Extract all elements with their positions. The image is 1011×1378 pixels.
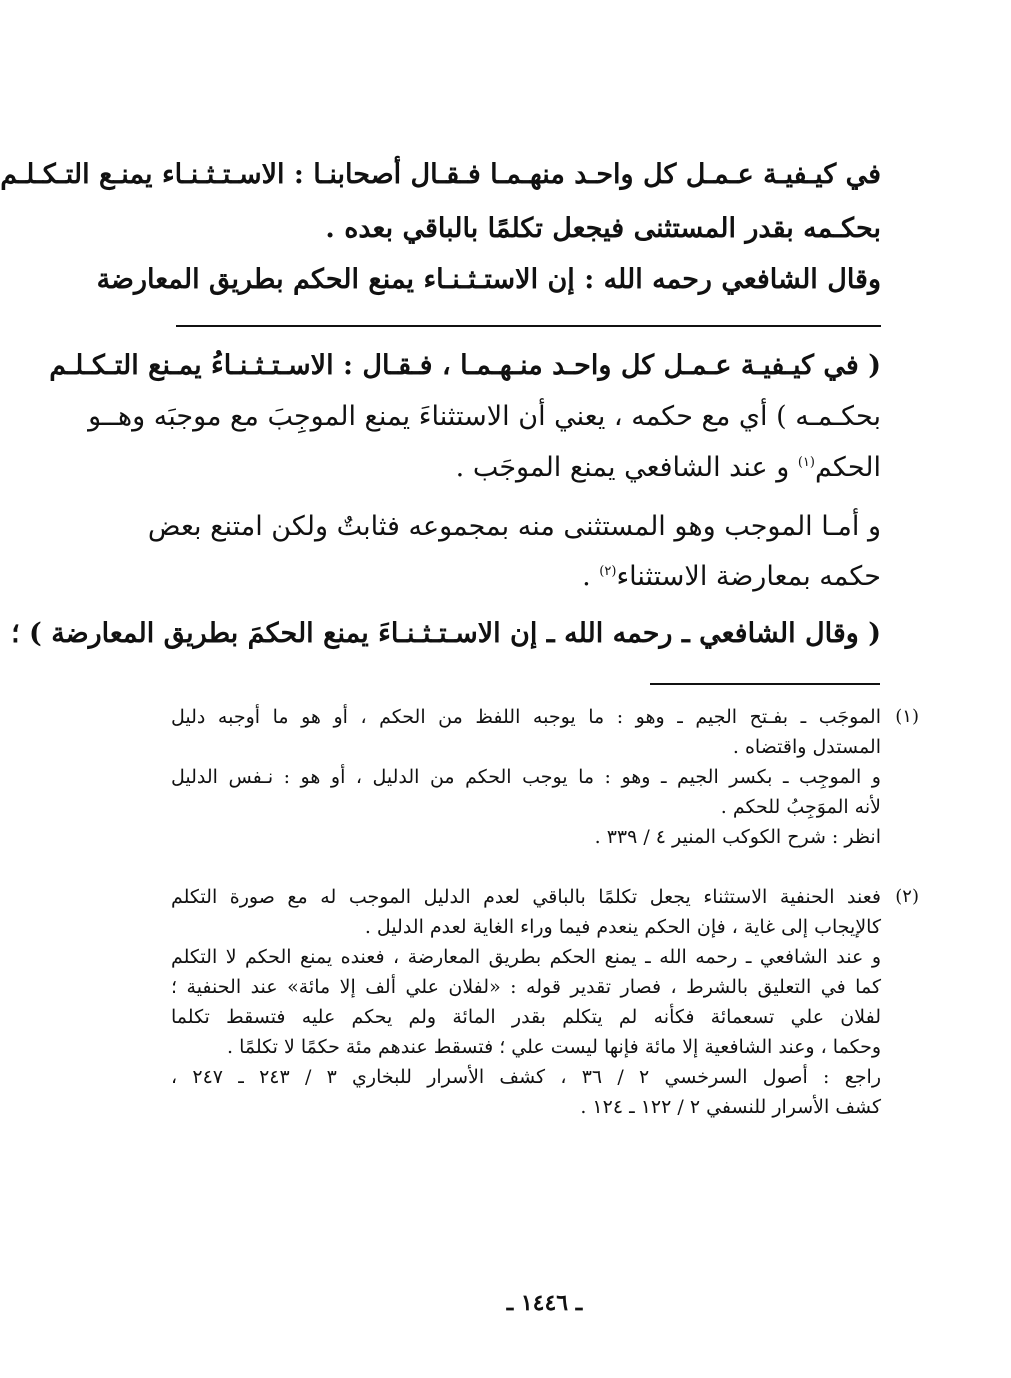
commentary-line-3-start: الحكم	[814, 452, 881, 483]
footnote-2-line-8: كشف الأسرار للنسفي ٢ / ١٢٢ ـ ١٢٤ .	[580, 1096, 881, 1118]
footnote-2-line-3: و عند الشافعي ـ رحمه الله ـ يمنع الحكم بطريق المعارضة ، فعنده يمنع الحكم لا التكلم	[171, 946, 881, 968]
commentary-line-1: ( في كيـفيـة عـمـل كل واحـد منـهـمـا ، فـقـال : الاسـتـثـنـاءُ يمـنع التـكـلـم	[49, 350, 881, 381]
matn-line-3: وقال الشافعي رحمه الله : إن الاستـثـنـاء يمنع الحكم بطريق المعارضة	[96, 264, 881, 295]
commentary-line-5-end: .	[582, 561, 600, 592]
matn-excerpt	[0, 148, 881, 256]
commentary-line-6: ( وقال الشافعي ـ رحمه الله ـ إن الاسـتـثـنـاءَ يمنع الحكمَ بطريق المعارضة ) ؛	[11, 618, 881, 649]
commentary-line-3	[171, 442, 881, 493]
footnote-2	[171, 882, 919, 1122]
commentary-line-5-start: حكمه بمعارضة الاستثناء	[616, 561, 881, 592]
commentary-line-4: و أمـا الموجب وهو المستثنى منه بمجموعه فثابتٌ ولكن امتنع بعض	[147, 511, 881, 542]
footnote-number-1: (١)	[895, 706, 919, 727]
footnote-1-line-5: انظر : شرح الكوكب المنير ٤ / ٣٣٩ .	[594, 826, 881, 848]
footnote-2-line-4: كما في التعليق بالشرط ، فصار تقدير قوله : «لفلان علي ألف إلا مائة» عند الحنفية ؛	[171, 976, 881, 998]
matn-line-2: بحكـمه بقدر المستثنى فيجعل تكلمًا بالباقي بعده .	[325, 213, 881, 244]
commentary-paragraph-1	[49, 340, 881, 493]
commentary-line-3-end: و عند الشافعي يمنع الموجَب .	[455, 452, 798, 483]
footnote-2-line-1: فعند الحنفية الاستثناء يجعل تكلمًا بالباقي لعدم الدليل الموجب له مع صورة التكلم	[171, 886, 881, 908]
matn-line-1: في كيـفيـة عـمـل كل واحـد منهـمـا فـقـال أصحابنـا : الاسـتـثـنـاء يمنـع التـكـلـم	[0, 159, 881, 190]
section-divider	[176, 325, 881, 327]
matn-excerpt-continuation	[96, 258, 881, 302]
footnote-1	[171, 702, 919, 852]
commentary-paragraph-2	[147, 502, 881, 602]
footnote-2-line-6: وحكما ، وعند الشافعية إلا مائة فإنها ليست علي ؛ فتسقط عندهم مئة حكمًا لا تكلمًا .	[227, 1036, 881, 1058]
footnote-1-line-4: لأنه الموَجِبُ للحكم .	[720, 796, 881, 818]
commentary-line-5	[171, 552, 881, 602]
footnote-ref-2: (٢)	[599, 564, 617, 579]
footnote-divider	[650, 683, 880, 685]
footnote-1-line-1: الموجَب ـ بفـتح الجيم ـ وهو : ما يوجبه اللفظ من الحكم ، أو هو ما أوجبه دليل	[171, 706, 881, 728]
footnote-1-line-3: و الموجِب ـ بكسر الجيم ـ وهو : ما يوجب الحكم من الدليل ، أو هو : نـفس الدليل	[171, 766, 881, 788]
footnote-2-line-2: كالإيجاب إلى غاية ، فإن الحكم ينعدم فيما وراء الغاية لعدم الدليل .	[364, 916, 881, 938]
footnote-number-2: (٢)	[895, 886, 919, 907]
footnote-2-line-7: راجع : أصول السرخسي ٢ / ٣٦ ، كشف الأسرار للبخاري ٣ / ٢٤٣ ـ ٢٤٧ ،	[171, 1066, 882, 1088]
commentary-line-2: بحكـمـه ) أي مع حكمه ، يعني أن الاستثناءَ يمنع الموجِبَ مع موجبَه وهــو	[88, 401, 881, 432]
footnote-2-line-5: لفلان علي تسعمائة فكأنه لم يتكلم بقدر المائة ولم يحكم عليه فتسقط تكلما	[171, 1006, 881, 1028]
commentary-paragraph-3	[11, 612, 881, 656]
footnote-1-line-2: المستدل واقتضاه .	[732, 736, 881, 758]
page-number: ـ ١٤٤٦ ـ	[506, 1290, 583, 1316]
footnote-ref-1: (١)	[797, 455, 815, 470]
